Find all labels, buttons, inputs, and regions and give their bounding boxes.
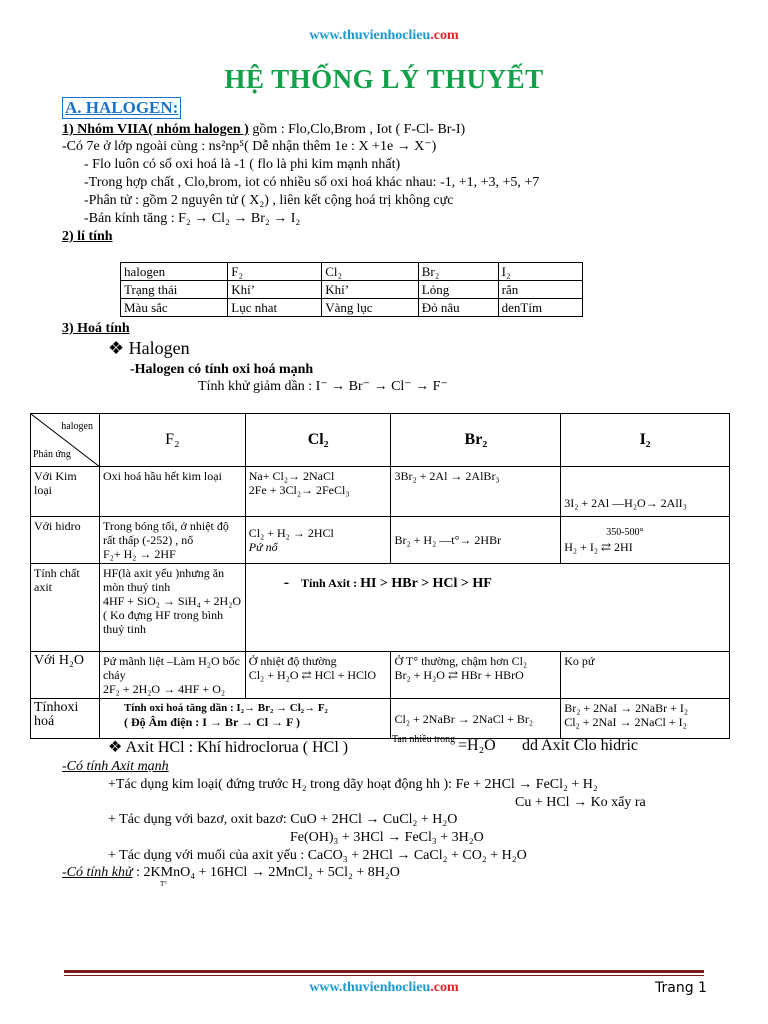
footer-rule-thin	[64, 975, 704, 976]
section-a-heading: A. HALOGEN:	[62, 97, 181, 119]
f2-acid-warning: ( Ko đựng HF trong bình thuỷ tinh	[102, 608, 224, 636]
cell-i2-hydrogen	[561, 517, 730, 564]
hcl-dissolve-note: Tan nhiều trong	[392, 734, 456, 745]
hcl-water: =H₂O	[458, 737, 496, 754]
acid-label: Tính Axit :	[301, 576, 361, 590]
page-title: HỆ THỐNG LÝ THUYẾT	[224, 64, 544, 94]
cell-br2-oxidizing: Cl₂ + 2NaBr → 2NaCl + Br₂	[391, 699, 561, 739]
physical-cell: denTím	[498, 299, 582, 317]
cell-br2-hydrogen: Br₂ + H₂ —t°→ 2HBr	[391, 517, 561, 564]
cl2-water-eq: Cl₂ + H₂O ⇄ HCl + HClO	[248, 668, 377, 682]
reducing-cond: T°	[160, 880, 168, 888]
hcl-salt-line: + Tác dụng với muối của axit yếu : CaCO₃ + 2HCl → CaCl₂ + CO₂ + H₂O	[108, 848, 527, 863]
physical-table	[120, 262, 583, 317]
group-line	[62, 121, 465, 138]
cell-i2-water: Ko pứ	[561, 652, 730, 699]
physical-cell: Trạng thái	[121, 281, 228, 299]
cell-i2-oxidizing	[561, 699, 730, 739]
header-site-link[interactable]	[0, 28, 768, 44]
oxidizing-note: -Halogen có tính oxi hoá mạnh	[130, 362, 314, 377]
physical-cell: Lỏng	[418, 281, 498, 299]
flo-line: - Flo luôn có số oxi hoá là -1 ( flo là phi kim mạnh nhất)	[84, 157, 401, 172]
row-label-acid: Tính chất axit	[31, 564, 100, 652]
physical-heading: 2) lí tính	[62, 229, 113, 244]
br2-water-eq: Br₂ + H₂O ⇄ HBr + HBrO	[394, 668, 524, 682]
f2-water-note: Pứ mãnh liệt –Làm H₂O bốc cháy	[102, 654, 240, 682]
site-tld: .com	[430, 28, 459, 43]
hcl-base-line: + Tác dụng với bazơ, oxit bazơ: CuO + 2HCl → CuCl₂ + H₂O	[108, 812, 458, 827]
physical-cell: Khí’	[322, 281, 419, 299]
hcl-solution: dd Axit Clo hidric	[522, 737, 638, 754]
cl2-hydrogen-note: Pứ nổ	[248, 540, 278, 554]
physical-cell: I₂	[498, 263, 582, 281]
physical-cell: Khí’	[228, 281, 322, 299]
chemical-heading: 3) Hoá tính	[62, 321, 130, 336]
f2-water-eq: 2F₂ + 2H₂O → 4HF + O₂	[102, 682, 226, 696]
corner-cell	[31, 414, 100, 467]
f2-acid-eq: 4HF + SiO₂ → SiH₄ + 2H₂O	[102, 594, 242, 608]
f2-hydrogen-cond: Trong bóng tối, ở nhiệt độ rất thấp (-252) , nổ	[102, 519, 229, 547]
physical-cell: Màu sắc	[121, 299, 228, 317]
acid-heading: -Có tính Axit mạnh	[62, 759, 169, 774]
row-label-water: Với H₂O	[31, 652, 100, 699]
footer-site-name: www.thuvienhoclieu	[309, 980, 431, 995]
physical-cell: Đỏ nâu	[418, 299, 498, 317]
hcl-metal-line: +Tác dụng kim loại( đứng trước H₂ trong dãy hoạt động hh ): Fe + 2HCl → FeCl₂ + H₂	[108, 777, 598, 792]
page-number: Trang 1	[655, 980, 707, 996]
reducing-eq: : 2KMnO₄ + 16HCl → 2MnCl₂ + 5Cl₂ + 8H₂O	[132, 865, 400, 880]
chemical-table	[30, 413, 730, 739]
oxidation-line: -Trong hợp chất , Clo,brom, iot có nhiều số oxi hoá khác nhau: -1, +1, +3, +5, +7	[84, 175, 540, 190]
electronegativity-order: ( Độ Âm điện : I → Br → Cl → F )	[123, 715, 300, 729]
reducing-line	[62, 864, 400, 881]
cl2-water-cond: Ở nhiệt độ thường	[248, 654, 337, 668]
cell-acid-order	[245, 564, 729, 652]
physical-cell: F₂	[228, 263, 322, 281]
physical-row	[121, 281, 583, 299]
cell-f2-water	[99, 652, 245, 699]
br2-water-cond: Ở T° thường, chậm hơn Cl₂	[394, 654, 528, 668]
acid-dash: -	[283, 574, 290, 591]
reducing-order: Tính khử giảm dần : I⁻ → Br⁻ → Cl⁻ → F⁻	[198, 379, 448, 394]
group-members: gồm : Flo,Clo,Brom , Iot ( F-Cl- Br-I)	[248, 122, 466, 137]
row-label-oxidizing: Tínhoxi hoá	[31, 699, 100, 739]
molecule-line: -Phân tử : gồm 2 nguyên tử ( X₂) , liên kết cộng hoá trị không cực	[84, 193, 454, 208]
radius-line: -Bán kính tăng : F₂ → Cl₂ → Br₂ → I₂	[84, 211, 301, 226]
physical-cell: rắn	[498, 281, 582, 299]
cell-f2-acid	[99, 564, 245, 652]
cell-i2-metal: 3I₂ + 2Al —H₂O→ 2AlI₃	[561, 467, 730, 517]
footer-rule	[64, 970, 704, 973]
cell-br2-metal: 3Br₂ + 2Al → 2AlBr₃	[391, 467, 561, 517]
f2-hydrogen-eq: F₂+ H₂ → 2HF	[102, 547, 176, 561]
f2-acid-note: HF(là axit yếu )nhưng ăn mòn thuỷ tinh	[102, 566, 225, 594]
cell-cl2-water	[245, 652, 391, 699]
site-name: www.thuvienhoclieu	[309, 28, 431, 43]
hcl-hydroxide-line: Fe(OH)₃ + 3HCl → FeCl₃ + 3H₂O	[290, 830, 484, 845]
group-heading: 1) Nhóm VIIA( nhóm halogen )	[62, 122, 249, 137]
physical-cell: Cl₂	[322, 263, 419, 281]
physical-cell: Vàng lục	[322, 299, 419, 317]
row-label-hydrogen: Với hidro	[31, 517, 100, 564]
row-label-metal: Với Kim loại	[31, 467, 100, 517]
corner-bottom-label: Phản ứng	[33, 449, 71, 460]
col-cl2: Cl₂	[245, 414, 391, 467]
reducing-heading: -Có tính khử	[62, 865, 133, 880]
col-i2: I₂	[561, 414, 730, 467]
cell-f2-hydrogen	[99, 517, 245, 564]
physical-row	[121, 299, 583, 317]
physical-cell: Lục nhat	[228, 299, 322, 317]
cl2-hydrogen-eq: Cl₂ + H₂ → 2HCl	[248, 526, 334, 540]
acid-order: HI > HBr > HCl > HF	[360, 576, 492, 591]
col-f2: F₂	[99, 414, 245, 467]
cell-br2-water	[391, 652, 561, 699]
footer-site-tld: .com	[430, 980, 459, 995]
footer-site-link[interactable]	[0, 980, 768, 996]
hcl-copper-line: Cu + HCl → Ko xẩy ra	[515, 795, 646, 810]
cell-cl2-hydrogen	[245, 517, 391, 564]
oxidizing-order: Tính oxi hoá tăng dần : I₂→ Br₂ → Cl₂→ F₂	[123, 702, 328, 714]
physical-cell: Br₂	[418, 263, 498, 281]
cell-cl2-metal	[245, 467, 391, 517]
cell-oxidizing-order	[99, 699, 391, 739]
corner-top-label: halogen	[61, 421, 93, 432]
cl2-metal-eq1: Na+ Cl₂→ 2NaCl	[248, 469, 335, 483]
i2-oxidizing-eq2: Cl₂ + 2NaI → 2NaCl + I₂	[564, 715, 687, 729]
physical-row	[121, 263, 583, 281]
i2-hydrogen-eq: H₂ + I₂ ⇄ 2HI	[564, 540, 633, 554]
cl2-metal-eq2: 2Fe + 3Cl₂→ 2FeCl₃	[248, 483, 350, 497]
i2-hydrogen-cond: 350-500°	[606, 527, 644, 538]
hcl-bullet: ❖ Axit HCl : Khí hidroclorua ( HCl )	[108, 739, 349, 756]
halogen-bullet: ❖ Halogen	[108, 338, 190, 358]
electron-line: -Có 7e ở lớp ngoài cùng : ns²np⁵( Dễ nhận thêm 1e : X +1e → X⁻)	[62, 139, 437, 154]
col-br2: Br₂	[391, 414, 561, 467]
cell-f2-metal: Oxi hoá hầu hết kim loại	[99, 467, 245, 517]
physical-cell: halogen	[121, 263, 228, 281]
i2-oxidizing-eq1: Br₂ + 2NaI → 2NaBr + I₂	[564, 701, 689, 715]
